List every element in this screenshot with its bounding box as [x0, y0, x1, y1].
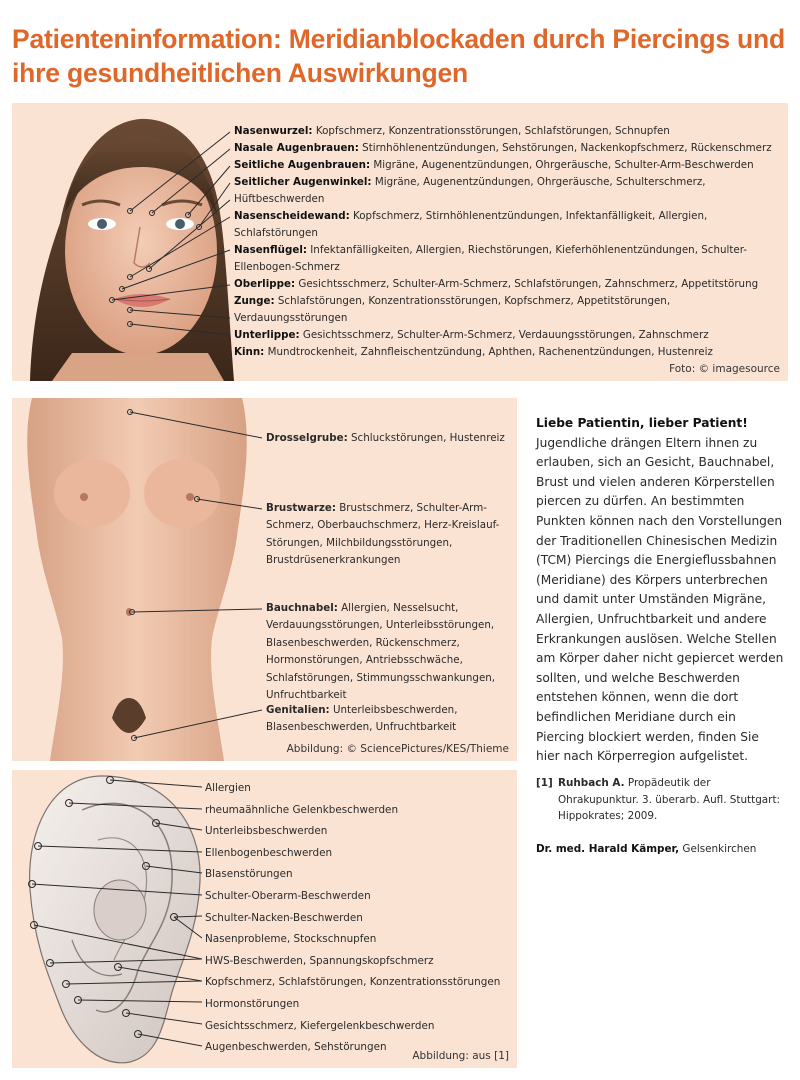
- ear-item: Schulter-Oberarm-Beschwerden: [205, 889, 371, 902]
- author-place: Gelsenkirchen: [679, 843, 757, 855]
- reference-number: [1]: [536, 777, 553, 789]
- face-item: Nasenscheidewand: Kopfschmerz, Stirnhöhlenentzündungen, Infektanfälligkeit, Allergien, Schlafstörungen: [234, 210, 708, 239]
- torso-illustration: [12, 398, 262, 761]
- face-panel: [12, 103, 788, 381]
- intro-body: Jugendliche drängen Eltern ihnen zu erlauben, sich an Gesicht, Bauchnabel, Brust und vielen anderen Körperstellen piercen zu dürfen. An bestimmten Punkten können nach den Vorstellungen der Traditionellen Chinesischen Medizin (TCM) Piercings die Energieflussbahnen (Meridiane) des Körpers unterbrechen und damit unter Umständen Migräne, Allergien, Unfruchtbarkeit und andere Erkrankungen auslösen. Welche Stellen am Körper daher nicht gepiercet werden sollten, und welche Beschwerden entstehen können, wenn die dort befindlichen Meridiane durch ein Piercing blockiert werden, finden Sie hier nach Körperregion aufgelistet.: [536, 435, 784, 764]
- face-annotation-list: [234, 123, 779, 361]
- reference-author: Ruhbach A.: [558, 777, 625, 789]
- ear-item: Unterleibsbeschwerden: [205, 825, 328, 838]
- ear-item: Ellenbogenbeschwerden: [205, 846, 333, 859]
- ear-item: Augenbeschwerden, Sehstörungen: [205, 1041, 387, 1054]
- ear-item: rheumaähnliche Gelenkbeschwerden: [205, 803, 399, 816]
- torso-item: Drosselgrube: Schluckstörungen, Hustenreiz: [266, 432, 505, 444]
- intro-text: [536, 414, 786, 767]
- ear-item: Allergien: [205, 782, 251, 794]
- face-item: Nasenflügel: Infektanfälligkeiten, Allergien, Riechstörungen, Kieferhöhlenentzündungen, Schulter-Ellenbogen-Schmerz: [234, 244, 748, 273]
- face-item: Nasenwurzel: Kopfschmerz, Konzentrationsstörungen, Schlafstörungen, Schnupfen: [234, 125, 670, 137]
- face-illustration: [12, 103, 242, 381]
- reference-text: Propädeutik der Ohrakupunktur. 3. überarb. Aufl. Stuttgart: Hippokrates; 2009.: [558, 777, 781, 822]
- ear-item: Blasenstörungen: [205, 868, 293, 881]
- author-name: Dr. med. Harald Kämper,: [536, 843, 680, 855]
- ear-item: Nasenprobleme, Stockschnupfen: [205, 933, 377, 946]
- face-item: Zunge: Schlafstörungen, Konzentrationsstörungen, Kopfschmerz, Appetitstörungen, Verdauungsstörungen: [234, 295, 671, 324]
- torso-item: Bauchnabel: Allergien, Nesselsucht, Verdauungsstörungen, Unterleibsstörungen, Blasenbeschwerden, Rückenschmerz, Hormonstörungen, Antriebsschwäche, Schlafstörungen, Stimmungsschwankungen, Unfruchtbarkeit: [266, 602, 496, 702]
- face-item: Seitlicher Augenwinkel: Migräne, Augenentzündungen, Ohrgeräusche, Schulterschmerz, Hüftbeschwerden: [234, 176, 706, 205]
- page-title: Patienteninformation: Meridianblockaden durch Piercings und ihre gesundheitlichen Auswirkungen: [12, 24, 785, 88]
- ear-annotation-list: [205, 778, 505, 1059]
- article-author: [536, 843, 786, 855]
- face-credit: Foto: © imagesource: [669, 363, 780, 375]
- ear-item: HWS-Beschwerden, Spannungskopfschmerz: [205, 954, 434, 967]
- ear-item: Gesichtsschmerz, Kiefergelenkbeschwerden: [205, 1019, 435, 1032]
- ear-illustration: [12, 770, 212, 1068]
- face-item: Unterlippe: Gesichtsschmerz, Schulter-Arm-Schmerz, Verdauungsstörungen, Zahnschmerz: [234, 329, 709, 341]
- ear-panel: [12, 770, 517, 1068]
- face-item: Oberlippe: Gesichtsschmerz, Schulter-Arm-Schmerz, Schlafstörungen, Zahnschmerz, Appetitstörung: [234, 278, 759, 290]
- face-item: Seitliche Augenbrauen: Migräne, Augenentzündungen, Ohrgeräusche, Schulter-Arm-Beschwerden: [234, 159, 754, 171]
- body-panel: [12, 398, 517, 761]
- torso-item: Genitalien: Unterleibsbeschwerden, Blasenbeschwerden, Unfruchtbarkeit: [266, 704, 458, 734]
- torso-credit: Abbildung: © SciencePictures/KES/Thieme: [286, 743, 509, 755]
- face-item: Kinn: Mundtrockenheit, Zahnfleischentzündung, Aphthen, Rachenentzündungen, Hustenreiz: [234, 346, 713, 358]
- ear-item: Kopfschmerz, Schlafstörungen, Konzentrationsstörungen: [205, 976, 501, 989]
- torso-item: Brustwarze: Brustschmerz, Schulter-Arm-Schmerz, Oberbauchschmerz, Herz-Kreislauf-Störungen, Milchbildungsstörungen, Brustdrüsenerkrankungen: [266, 502, 500, 567]
- ear-item: Hormonstörungen: [205, 997, 300, 1010]
- ear-item: Schulter-Nacken-Beschwerden: [205, 911, 363, 924]
- ear-credit: Abbildung: aus [1]: [412, 1050, 509, 1062]
- face-item: Nasale Augenbrauen: Stirnhöhlenentzündungen, Sehstörungen, Nackenkopfschmerz, Rückenschmerz: [234, 142, 772, 154]
- reference: [536, 775, 786, 825]
- intro-greeting: Liebe Patientin, lieber Patient!: [536, 416, 748, 430]
